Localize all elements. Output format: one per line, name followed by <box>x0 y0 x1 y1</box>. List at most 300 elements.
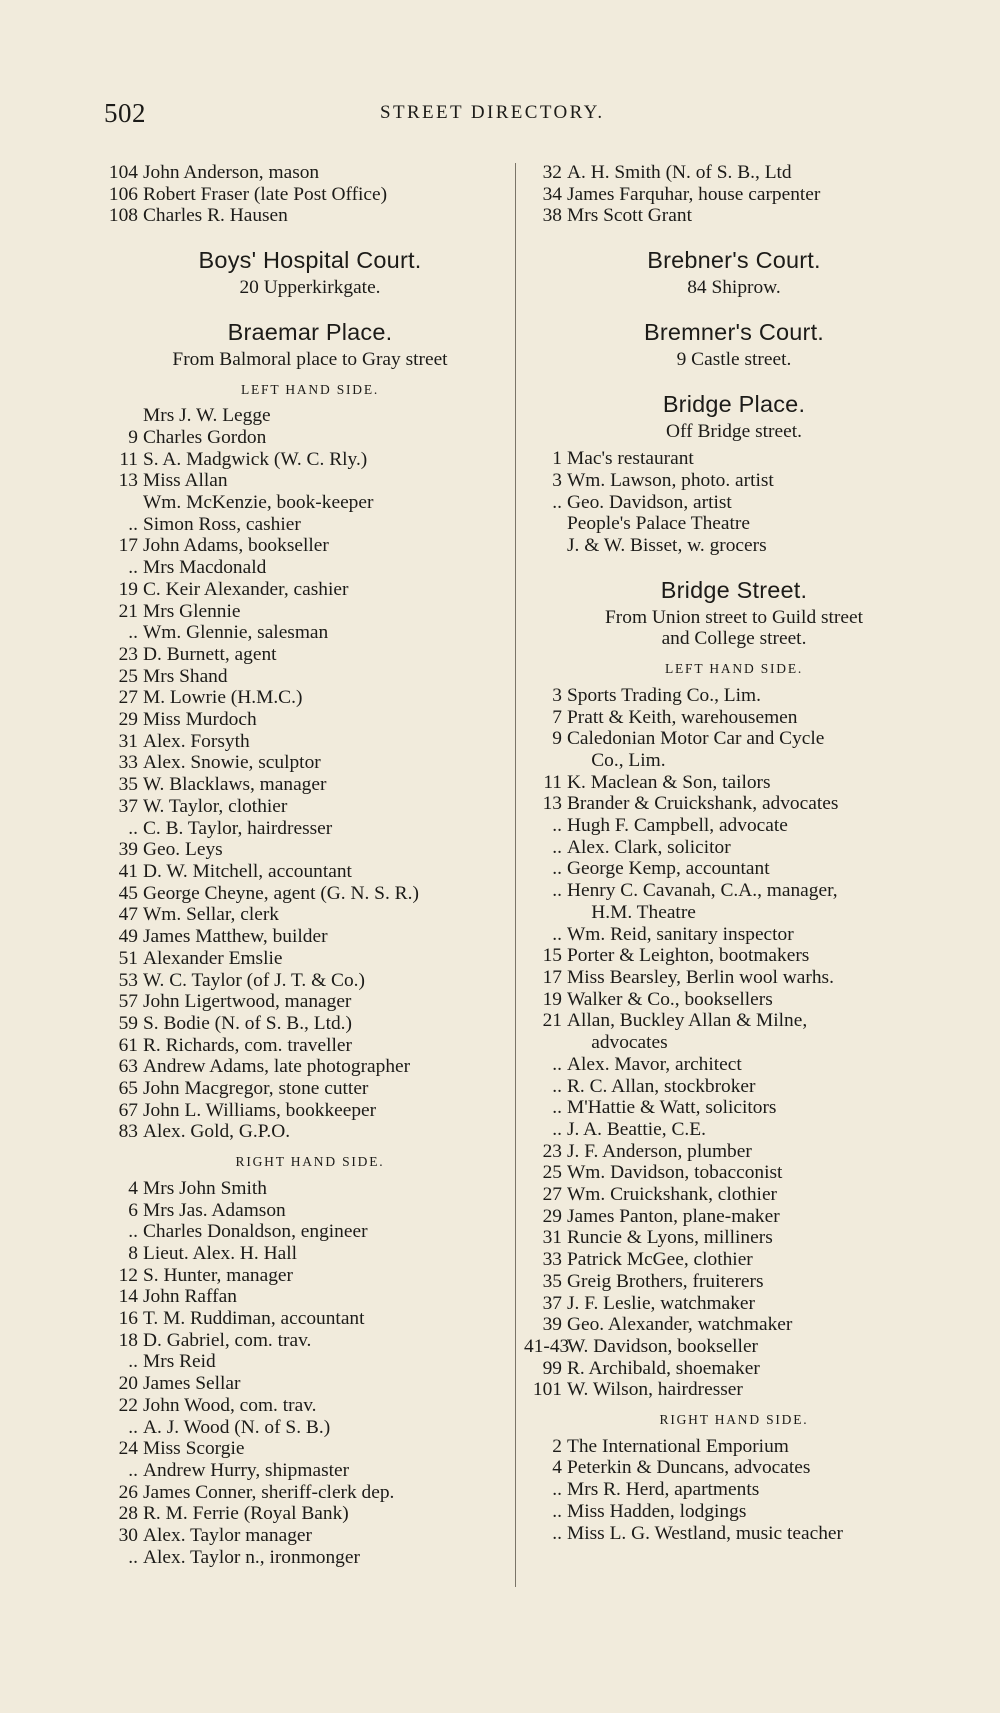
occupant-text: Alex. Taylor n., ironmonger <box>143 1546 360 1568</box>
street-location: 9 Castle street. <box>676 348 792 370</box>
house-number: 35 <box>118 774 138 796</box>
street-name: Brebner's Court. <box>647 247 821 274</box>
house-number <box>524 902 567 924</box>
occupant-text: C. B. Taylor, hairdresser <box>143 817 333 839</box>
occupant-text: Mrs Shand <box>143 665 228 687</box>
directory-entry <box>524 967 944 989</box>
street-name: Boys' Hospital Court. <box>198 247 422 274</box>
directory-entry <box>104 883 516 905</box>
house-number: 12 <box>118 1264 138 1286</box>
directory-entry <box>104 427 516 449</box>
occupant-text: advocates <box>567 1032 668 1054</box>
occupant-text: D. W. Mitchell, accountant <box>143 860 352 882</box>
left-column <box>104 162 516 1568</box>
occupant-text: Miss Murdoch <box>143 709 257 731</box>
house-number: 21 <box>118 600 138 622</box>
directory-entry <box>524 1479 944 1501</box>
house-number: 49 <box>118 926 138 948</box>
house-number: 4 <box>552 1457 562 1479</box>
street-location: 20 Upperkirkgate. <box>239 277 381 299</box>
house-number: 9 <box>552 728 562 750</box>
house-number: 22 <box>118 1394 138 1416</box>
directory-entry <box>104 1351 516 1373</box>
occupant-text: Geo. Leys <box>143 839 223 861</box>
house-number: 83 <box>118 1121 138 1143</box>
house-number: 19 <box>542 988 562 1010</box>
house-number: 3 <box>552 469 562 491</box>
occupant-text: John Adams, bookseller <box>143 535 329 557</box>
occupant-text: Miss Bearsley, Berlin wool warhs. <box>567 966 834 988</box>
directory-entry <box>524 1314 944 1336</box>
directory-entry <box>104 774 516 796</box>
directory-entry <box>524 707 944 729</box>
house-number: 45 <box>118 882 138 904</box>
directory-entry <box>104 205 516 227</box>
house-number: .. <box>552 1522 562 1544</box>
directory-entry <box>104 1178 516 1200</box>
occupant-text: S. Hunter, manager <box>143 1264 293 1286</box>
side-heading: RIGHT HAND SIDE. <box>659 1412 809 1428</box>
house-number: 37 <box>542 1292 562 1314</box>
occupant-text: Henry C. Cavanah, C.A., manager, <box>567 880 838 902</box>
house-number: 17 <box>542 966 562 988</box>
directory-entry <box>104 449 516 471</box>
house-number: 35 <box>542 1270 562 1292</box>
house-number <box>524 1032 567 1054</box>
directory-entry <box>524 1336 944 1358</box>
occupant-text: Brander & Cruickshank, advocates <box>567 793 839 815</box>
directory-entry <box>524 815 944 837</box>
occupant-text: Walker & Co., booksellers <box>567 988 773 1010</box>
house-number: 47 <box>118 904 138 926</box>
directory-entry <box>104 687 516 709</box>
occupant-text: Charles Donaldson, engineer <box>143 1221 368 1243</box>
directory-entry <box>104 1013 516 1035</box>
directory-entry <box>104 904 516 926</box>
house-number: 41-43 <box>524 1335 570 1357</box>
house-number: .. <box>128 1416 138 1438</box>
house-number: .. <box>552 858 562 880</box>
page-header <box>104 98 944 130</box>
directory-entry <box>524 205 944 227</box>
directory-entry <box>524 793 944 815</box>
occupant-text: W. C. Taylor (of J. T. & Co.) <box>143 969 365 991</box>
house-number <box>524 513 567 535</box>
street-name: Braemar Place. <box>227 318 393 345</box>
directory-entry <box>104 162 516 184</box>
directory-entry <box>104 622 516 644</box>
occupant-text: W. Taylor, clothier <box>143 795 288 817</box>
directory-entry <box>524 1379 944 1401</box>
directory-entry <box>524 1076 944 1098</box>
occupant-text: Mrs Jas. Adamson <box>143 1199 286 1221</box>
directory-entry <box>104 644 516 666</box>
house-number: .. <box>128 1546 138 1568</box>
house-number: 6 <box>128 1199 138 1221</box>
occupant-text: Miss Hadden, lodgings <box>567 1500 747 1522</box>
directory-entry <box>104 1035 516 1057</box>
house-number: .. <box>552 1500 562 1522</box>
house-number: .. <box>128 817 138 839</box>
house-number: 57 <box>118 991 138 1013</box>
directory-entry <box>104 1200 516 1222</box>
house-number: 14 <box>118 1286 138 1308</box>
house-number: 16 <box>118 1308 138 1330</box>
occupant-text: James Conner, sheriff-clerk dep. <box>143 1481 395 1503</box>
directory-entry <box>104 405 516 427</box>
directory-entry <box>524 1457 944 1479</box>
occupant-text: W. Davidson, bookseller <box>567 1335 759 1357</box>
directory-entry <box>104 1547 516 1569</box>
occupant-text: Andrew Hurry, shipmaster <box>143 1459 350 1481</box>
occupant-text: Mrs Scott Grant <box>567 205 692 227</box>
occupant-text: Miss L. G. Westland, music teacher <box>567 1522 843 1544</box>
directory-entry <box>104 535 516 557</box>
directory-entry <box>524 924 944 946</box>
house-number: .. <box>552 1097 562 1119</box>
house-number: .. <box>128 1351 138 1373</box>
occupant-text: Peterkin & Duncans, advocates <box>567 1457 811 1479</box>
street-name: Bridge Street. <box>660 576 808 603</box>
occupant-text: Alexander Emslie <box>143 947 283 969</box>
occupant-text: John L. Williams, bookkeeper <box>143 1099 377 1121</box>
house-number: 23 <box>542 1140 562 1162</box>
directory-entry <box>524 1293 944 1315</box>
house-number: 24 <box>118 1438 138 1460</box>
occupant-text: James Matthew, builder <box>143 926 328 948</box>
occupant-text: Sports Trading Co., Lim. <box>567 684 761 706</box>
occupant-text: Wm. McKenzie, book-keeper <box>143 492 374 514</box>
house-number: .. <box>128 557 138 579</box>
occupant-text: W. Blacklaws, manager <box>143 774 327 796</box>
house-number: 28 <box>118 1503 138 1525</box>
house-number: 39 <box>542 1314 562 1336</box>
house-number: 7 <box>552 706 562 728</box>
occupant-text: Simon Ross, cashier <box>143 513 301 535</box>
directory-entry <box>524 1010 944 1032</box>
house-number: 99 <box>542 1357 562 1379</box>
house-number: 29 <box>118 709 138 731</box>
house-number: .. <box>552 880 562 902</box>
directory-entry <box>524 1501 944 1523</box>
house-number: .. <box>128 513 138 535</box>
occupant-text: T. M. Ruddiman, accountant <box>143 1308 365 1330</box>
directory-entry <box>524 448 944 470</box>
house-number: 34 <box>542 183 562 205</box>
column-divider <box>515 163 516 1587</box>
occupant-text: J. F. Leslie, watchmaker <box>567 1292 755 1314</box>
street-location: From Balmoral place to Gray street <box>172 348 448 370</box>
directory-entry <box>104 926 516 948</box>
directory-entry <box>524 162 944 184</box>
directory-entry <box>104 818 516 840</box>
occupant-text: H.M. Theatre <box>567 901 696 923</box>
occupant-text: John Macgregor, stone cutter <box>143 1078 369 1100</box>
directory-entry <box>104 492 516 514</box>
directory-entry <box>104 514 516 536</box>
house-number: .. <box>128 1221 138 1243</box>
house-number: 41 <box>118 860 138 882</box>
directory-entry <box>104 796 516 818</box>
directory-entry <box>104 184 516 206</box>
occupant-text: Pratt & Keith, warehousemen <box>567 706 798 728</box>
occupant-text: R. C. Allan, stockbroker <box>567 1075 756 1097</box>
directory-entry <box>104 1221 516 1243</box>
directory-entry <box>524 858 944 880</box>
occupant-text: K. Maclean & Son, tailors <box>567 771 771 793</box>
directory-entry <box>524 1249 944 1271</box>
occupant-text: S. A. Madgwick (W. C. Rly.) <box>143 448 368 470</box>
occupant-text: W. Wilson, hairdresser <box>567 1379 743 1401</box>
house-number: 61 <box>118 1034 138 1056</box>
occupant-text: M. Lowrie (H.M.C.) <box>143 687 303 709</box>
house-number: .. <box>552 1075 562 1097</box>
occupant-text: A. H. Smith (N. of S. B., Ltd <box>567 162 792 183</box>
occupant-text: The International Emporium <box>567 1435 789 1457</box>
occupant-text: Geo. Alexander, watchmaker <box>567 1314 793 1336</box>
directory-entry <box>524 728 944 750</box>
occupant-text: Mrs J. W. Legge <box>143 405 271 427</box>
occupant-text: Mrs Macdonald <box>143 557 267 579</box>
side-heading: LEFT HAND SIDE. <box>240 381 380 397</box>
directory-entry <box>524 470 944 492</box>
occupant-text: C. Keir Alexander, cashier <box>143 578 349 600</box>
occupant-text: Wm. Lawson, photo. artist <box>567 469 774 491</box>
occupant-text: Lieut. Alex. H. Hall <box>143 1242 298 1264</box>
house-number: 59 <box>118 1012 138 1034</box>
directory-entry <box>104 470 516 492</box>
directory-entry <box>104 991 516 1013</box>
directory-entry <box>524 1162 944 1184</box>
occupant-text: Mrs R. Herd, apartments <box>567 1479 760 1501</box>
house-number: 30 <box>118 1525 138 1547</box>
directory-entry <box>524 1436 944 1458</box>
occupant-text: John Raffan <box>143 1286 237 1308</box>
house-number: 15 <box>542 945 562 967</box>
house-number: 33 <box>118 752 138 774</box>
street-name: Bremner's Court. <box>643 318 825 345</box>
house-number: 104 <box>108 162 138 183</box>
occupant-text: J. & W. Bisset, w. grocers <box>567 535 767 557</box>
occupant-text: Wm. Davidson, tobacconist <box>567 1162 783 1184</box>
occupant-text: Alex. Clark, solicitor <box>567 836 731 858</box>
occupant-text: Alex. Mavor, architect <box>567 1053 742 1075</box>
house-number: 23 <box>118 643 138 665</box>
house-number: 31 <box>118 730 138 752</box>
directory-entry <box>104 1503 516 1525</box>
house-number: 11 <box>543 771 562 793</box>
directory-entry <box>524 1227 944 1249</box>
directory-entry <box>524 837 944 859</box>
occupant-text: George Kemp, accountant <box>567 858 770 880</box>
house-number: 8 <box>128 1242 138 1264</box>
occupant-text: Alex. Forsyth <box>143 730 250 752</box>
directory-entry <box>524 989 944 1011</box>
house-number: 17 <box>118 535 138 557</box>
directory-entry <box>104 1286 516 1308</box>
occupant-text: Wm. Cruickshank, clothier <box>567 1184 778 1206</box>
occupant-text: Co., Lim. <box>567 749 666 771</box>
house-number <box>524 535 567 557</box>
house-number <box>104 492 143 514</box>
street-location: From Union street to Guild street and College street. <box>605 606 863 650</box>
occupant-text: D. Gabriel, com. trav. <box>143 1329 312 1351</box>
directory-entry <box>104 752 516 774</box>
house-number: 18 <box>118 1329 138 1351</box>
directory-entry <box>524 1119 944 1141</box>
house-number: 67 <box>118 1099 138 1121</box>
house-number: .. <box>552 815 562 837</box>
directory-entry <box>524 750 944 772</box>
directory-entry <box>524 772 944 794</box>
running-title: STREET DIRECTORY. <box>380 102 605 123</box>
directory-entry <box>104 666 516 688</box>
occupant-text: Alex. Snowie, sculptor <box>143 752 321 774</box>
house-number <box>104 405 143 427</box>
occupant-text: James Farquhar, house carpenter <box>567 183 821 205</box>
house-number: 27 <box>542 1184 562 1206</box>
house-number: 63 <box>118 1056 138 1078</box>
house-number: 25 <box>542 1162 562 1184</box>
occupant-text: Allan, Buckley Allan & Milne, <box>567 1010 808 1032</box>
directory-entry <box>524 513 944 535</box>
house-number: 31 <box>542 1227 562 1249</box>
house-number: .. <box>552 923 562 945</box>
house-number: 13 <box>542 793 562 815</box>
street-location: Off Bridge street. <box>666 420 802 442</box>
occupant-text: Geo. Davidson, artist <box>567 491 732 513</box>
directory-entry <box>104 839 516 861</box>
house-number: 25 <box>118 665 138 687</box>
occupant-text: Charles R. Hausen <box>143 205 288 227</box>
house-number: 37 <box>118 795 138 817</box>
house-number: 21 <box>542 1010 562 1032</box>
directory-entry <box>104 1373 516 1395</box>
occupant-text: R. Richards, com. traveller <box>143 1034 352 1056</box>
side-heading: RIGHT HAND SIDE. <box>235 1154 385 1170</box>
house-number: 32 <box>542 162 562 183</box>
directory-entry <box>104 601 516 623</box>
occupant-text: S. Bodie (N. of S. B., Ltd.) <box>143 1012 352 1034</box>
occupant-text: Alex. Taylor manager <box>143 1525 312 1547</box>
directory-entry <box>524 535 944 557</box>
house-number: .. <box>552 1118 562 1140</box>
house-number: 101 <box>532 1379 562 1401</box>
directory-entry <box>524 902 944 924</box>
house-number: 11 <box>119 448 138 470</box>
occupant-text: A. J. Wood (N. of S. B.) <box>143 1416 331 1438</box>
house-number: 9 <box>128 426 138 448</box>
occupant-text: Miss Scorgie <box>143 1438 245 1460</box>
house-number: .. <box>128 622 138 644</box>
directory-entry <box>104 1243 516 1265</box>
side-heading: LEFT HAND SIDE. <box>664 661 804 677</box>
house-number: .. <box>128 1459 138 1481</box>
directory-entry <box>104 1056 516 1078</box>
directory-entry <box>524 1141 944 1163</box>
occupant-text: Robert Fraser (late Post Office) <box>143 183 388 205</box>
directory-entry <box>524 1271 944 1293</box>
house-number: .. <box>552 491 562 513</box>
occupant-text: Wm. Glennie, salesman <box>143 622 329 644</box>
directory-entry <box>104 1525 516 1547</box>
occupant-text: John Ligertwood, manager <box>143 991 352 1013</box>
occupant-text: Charles Gordon <box>143 426 267 448</box>
occupant-text: Miss Allan <box>143 470 228 492</box>
house-number: 39 <box>118 839 138 861</box>
directory-entry <box>524 880 944 902</box>
occupant-text: Alex. Gold, G.P.O. <box>143 1121 291 1143</box>
directory-entry <box>104 1460 516 1482</box>
occupant-text: J. F. Anderson, plumber <box>567 1140 752 1162</box>
street-location: 84 Shiprow. <box>687 277 781 299</box>
occupant-text: R. M. Ferrie (Royal Bank) <box>143 1503 349 1525</box>
house-number: 106 <box>108 183 138 205</box>
directory-entry <box>104 1265 516 1287</box>
occupant-text: Runcie & Lyons, milliners <box>567 1227 773 1249</box>
directory-entry <box>104 557 516 579</box>
directory-entry <box>104 861 516 883</box>
occupant-text: R. Archibald, shoemaker <box>567 1357 760 1379</box>
directory-entry <box>104 1308 516 1330</box>
occupant-text: Porter & Leighton, bootmakers <box>567 945 810 967</box>
occupant-text: Mrs John Smith <box>143 1177 267 1199</box>
directory-entry <box>104 709 516 731</box>
occupant-text: People's Palace Theatre <box>567 513 750 535</box>
house-number: 27 <box>118 687 138 709</box>
occupant-text: James Sellar <box>143 1373 241 1395</box>
directory-entry <box>104 1395 516 1417</box>
directory-entry <box>104 579 516 601</box>
directory-entry <box>524 945 944 967</box>
directory-entry <box>104 1121 516 1143</box>
occupant-text: J. A. Beattie, C.E. <box>567 1118 706 1140</box>
occupant-text: Wm. Reid, sanitary inspector <box>567 923 794 945</box>
house-number: 51 <box>118 947 138 969</box>
house-number: 33 <box>542 1249 562 1271</box>
house-number: .. <box>552 1479 562 1501</box>
house-number <box>524 750 567 772</box>
directory-entry <box>524 1097 944 1119</box>
directory-entry <box>524 492 944 514</box>
house-number: 53 <box>118 969 138 991</box>
house-number: .. <box>552 1053 562 1075</box>
occupant-text: John Anderson, mason <box>143 162 320 183</box>
house-number: 2 <box>552 1435 562 1457</box>
house-number: 13 <box>118 470 138 492</box>
house-number: .. <box>552 836 562 858</box>
occupant-text: Patrick McGee, clothier <box>567 1249 753 1271</box>
house-number: 26 <box>118 1481 138 1503</box>
occupant-text: Mrs Glennie <box>143 600 241 622</box>
directory-entry <box>524 184 944 206</box>
street-name: Bridge Place. <box>662 390 806 417</box>
occupant-text: George Cheyne, agent (G. N. S. R.) <box>143 882 419 904</box>
house-number: 38 <box>542 205 562 227</box>
occupant-text: M'Hattie & Watt, solicitors <box>567 1097 777 1119</box>
house-number: 3 <box>552 684 562 706</box>
directory-entry <box>104 1438 516 1460</box>
occupant-text: Greig Brothers, fruiterers <box>567 1270 764 1292</box>
house-number: 1 <box>552 448 562 470</box>
directory-entry <box>524 685 944 707</box>
house-number: 19 <box>118 578 138 600</box>
directory-entry <box>104 948 516 970</box>
directory-entry <box>524 1054 944 1076</box>
house-number: 20 <box>118 1373 138 1395</box>
directory-entry <box>524 1206 944 1228</box>
house-number: 108 <box>108 205 138 227</box>
